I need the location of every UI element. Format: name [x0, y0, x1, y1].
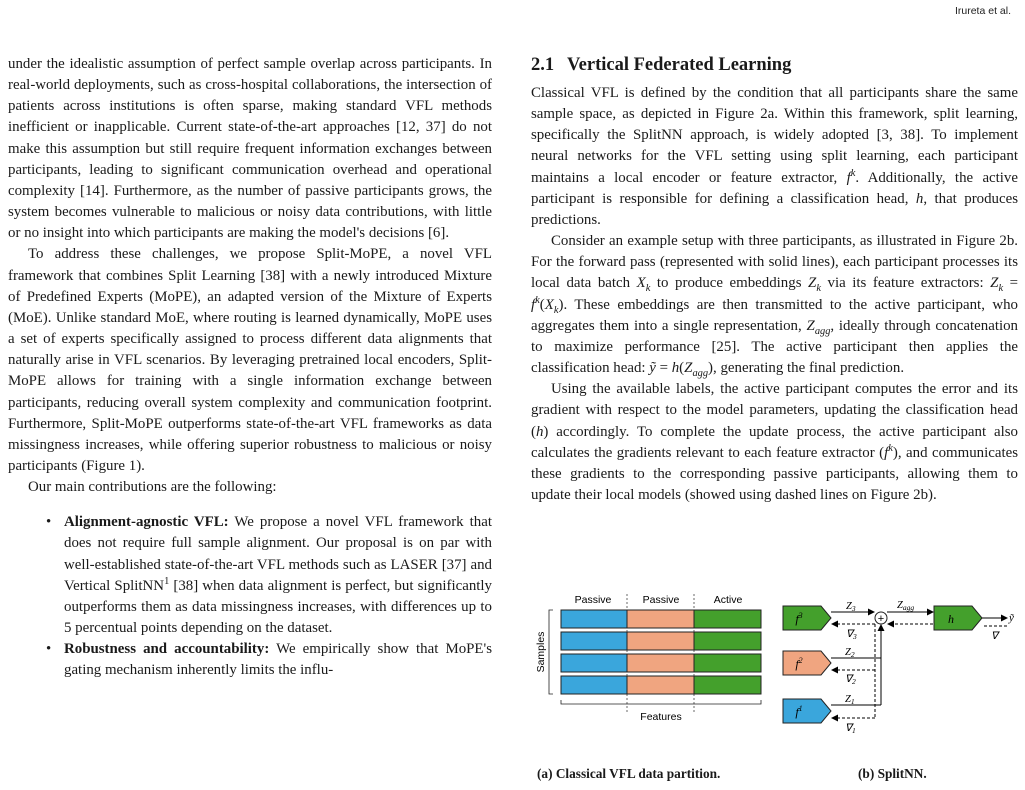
contributions-intro: Our main contributions are the following:: [28, 479, 277, 496]
header-passive-2: Passive: [642, 594, 680, 606]
contribution-text: We empirically show that MoPE's gating mechanism inherently limits the influ-: [64, 641, 492, 679]
data-partition-diagram: [535, 594, 761, 723]
contribution-item-alignment: [8, 512, 492, 639]
section-title: Vertical Federated Learning: [567, 55, 792, 75]
right-column: [531, 54, 1018, 506]
left-column: [8, 54, 492, 682]
caption-figure-b: (b) SplitNN.: [858, 766, 927, 781]
cell-active-row4: [694, 676, 761, 694]
splitnn-diagram: [783, 600, 1015, 735]
right-paragraph-1: Classical VFL is defined by the condition that all participants share the same sample space, as depicted in Figure 2a. Within this framework, split learning, specifically the SplitNN approach, is widely adopted [3, 38]. To implement neural networks for the VFL setting using split learning, each participant maintains a local encoder or feature extractor, $f^k$. Additionally, the active participant is responsible for defining a classification head, h, that produces predictions.: [531, 85, 1018, 228]
svg-text:Z3: Z3: [846, 601, 856, 613]
cell-passive2-row3: [627, 654, 694, 672]
svg-text:f2: $f^2$: [795, 656, 803, 671]
cell-passive1-row3: [561, 654, 627, 672]
contribution-text-cont: [38] when data alignment is perfect, but significantly outperforms them as data missingness increases, with differences up to 5 percentual points depending on the dataset.: [64, 577, 493, 637]
contribution-title: Robustness and accountability:: [64, 641, 270, 658]
cell-active-row1: [694, 610, 761, 628]
cell-active-row2: [694, 632, 761, 650]
svg-text:ỹ: ỹ: [1009, 612, 1014, 624]
contribution-title: Alignment-agnostic VFL:: [64, 514, 229, 531]
cell-passive2-row2: [627, 632, 694, 650]
svg-text:f1: $f^1$: [795, 704, 803, 719]
f2-node: [783, 651, 831, 675]
svg-text:h: h: [948, 612, 954, 626]
section-number: 2.1: [531, 55, 555, 75]
running-head: Irureta et al.: [954, 5, 1011, 17]
svg-text:∇2: ∇2: [845, 674, 856, 686]
f1-node: [783, 699, 831, 723]
svg-text:∇1: ∇1: [845, 723, 856, 735]
contribution-item-robustness: [8, 639, 492, 681]
right-paragraph-2: Consider an example setup with three participants, as illustrated in Figure 2b. For the forward pass (represented with solid lines), each participant processes its local data batch $X_k$ to produce embeddings $Z_k$ via its feature extractors: $Z_k = f^k(X_k)$. These embeddings are then transmitted to the active participant, who aggregates them into a single representation, $Z_{agg}$, ideally through concatenation to maximize performance [25]. The active participant then applies the classification head: ỹ = $h(Z_{agg})$, generating the final prediction.: [531, 233, 1019, 379]
samples-label: Samples: [535, 631, 547, 673]
header-active: Active: [713, 594, 743, 606]
svg-text:f3: $f^3$: [795, 611, 803, 626]
svg-text:+: +: [877, 613, 885, 625]
h-node: [934, 606, 982, 630]
header-passive-1: Passive: [574, 594, 612, 606]
footnote-mark: 1: [164, 575, 170, 587]
bullet-marker: •: [46, 641, 52, 658]
cell-passive2-row1: [627, 610, 694, 628]
caption-figure-a: (a) Classical VFL data partition.: [537, 766, 721, 781]
figure-2: [531, 590, 1021, 770]
features-label: Features: [640, 711, 682, 723]
cell-passive1-row1: [561, 610, 627, 628]
svg-text:∇: ∇: [991, 631, 999, 642]
svg-text:Z2: Z2: [845, 647, 855, 659]
cell-passive2-row4: [627, 676, 694, 694]
left-paragraph-2: To address these challenges, we propose Split-MoPE, a novel VFL framework that combines Split Learning [38] with a newly introduced Mixture of Predefined Experts (MoPE), an adapted version of the Mixture of Experts (MoE). Unlike standard MoE, where routing is learned dynamically, MoPE uses a set of experts specifically assigned to process different data alignments that naturally arise in VFL scenarios. By leveraging pretrained local encoders, Split-MoPE allows for training with a single information exchange between participants, reducing overall system complexity and communication footprint. Furthermore, Split-MoPE outperforms state-of-the-art VFL frameworks as data missingness increases, while offering superior robustness to malicious or noisy participants (Figure 1).: [8, 246, 492, 474]
cell-passive1-row2: [561, 632, 627, 650]
left-paragraph-1: under the idealistic assumption of perfect sample overlap across participants. In real-world deployments, such as cross-hospital collaborations, the intersection of patients across institutions is often sparse, making standard VFL methods inefficient or inapplicable. Current state-of-the-art approaches [12, 37] do not make this assumption but still require frequent information exchanges between participants, leading to significant communication overhead and operational complexity [14]. Furthermore, as the number of passive participants grows, the system becomes vulnerable to malicious or noisy data contributions, with little or no insight into which participants are making the model's decisions [6].: [8, 56, 492, 242]
data-rows: [561, 610, 761, 694]
svg-text:∇3: ∇3: [846, 629, 857, 641]
contribution-text: We propose a novel VFL framework that does not require full sample alignment. Our proposal is on par with well-established state-of-the-art VFL methods such as LASER [37] and Vertical SplitNN: [64, 514, 492, 594]
cell-passive1-row4: [561, 676, 627, 694]
right-paragraph-3: Using the available labels, the active participant computes the error and its gradient with respect to the model parameters, updating the classification head (h) accordingly. To complete the update process, the active participant also calculates the gradients relevant to each feature extractor $(f^k)$, and communicates these gradients to the corresponding passive participants, allowing them to update their local models (showed using dashed lines on Figure 2b).: [531, 381, 1018, 503]
contributions-list: [8, 512, 492, 681]
svg-text:Zagg: Zagg: [897, 600, 915, 612]
section-heading: [531, 54, 1018, 76]
svg-text:Z1: Z1: [845, 694, 855, 706]
cell-active-row3: [694, 654, 761, 672]
bullet-marker: •: [46, 514, 52, 531]
f3-node: [783, 606, 831, 630]
